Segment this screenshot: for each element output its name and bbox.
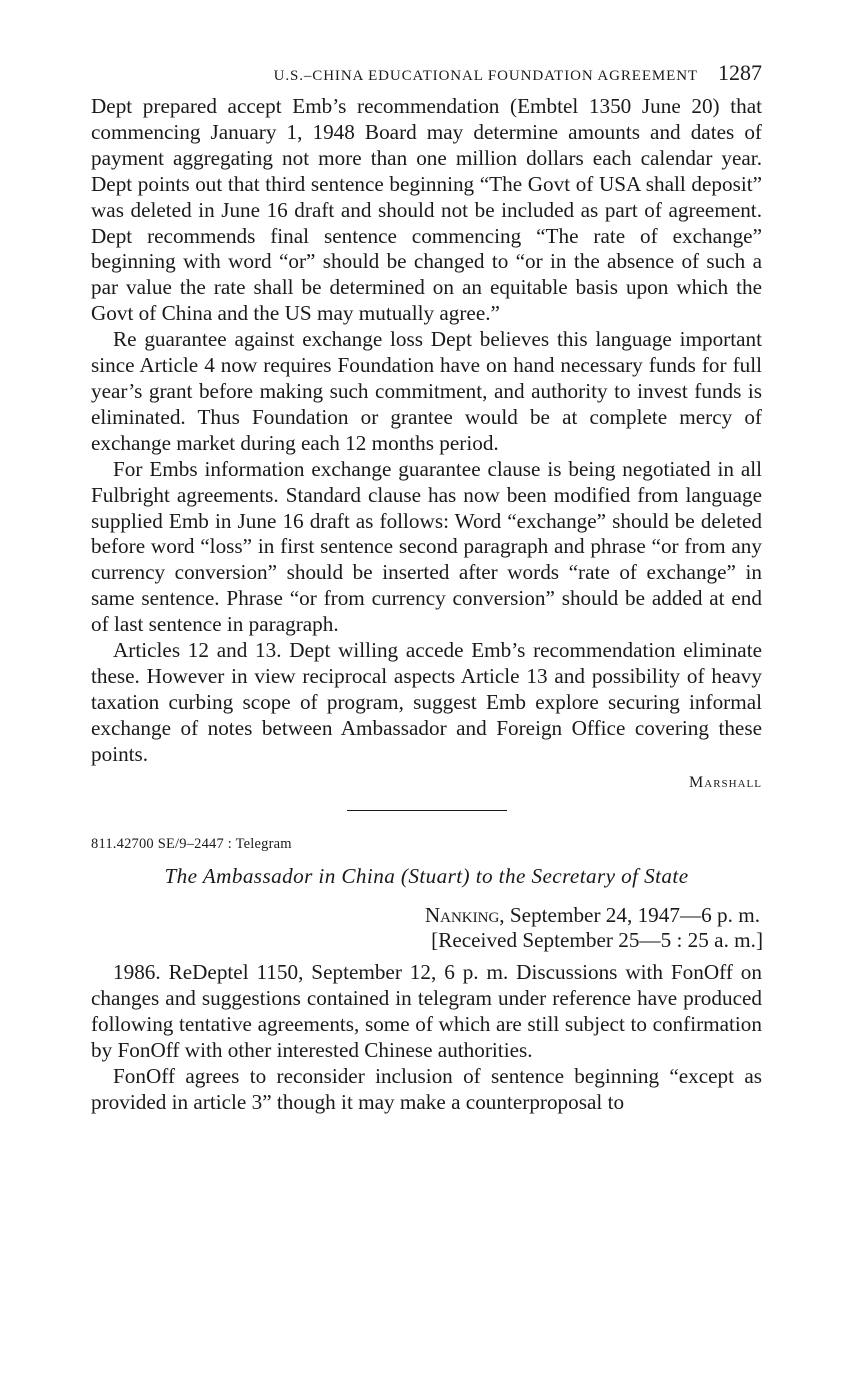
telegram-title: The Ambassador in China (Stuart) to the Secretary of State: [164, 863, 689, 888]
dateline: [91, 902, 763, 955]
signature-marshall: Marshall: [689, 773, 762, 791]
dateline-date: , September 24, 1947—6 p. m.: [499, 902, 760, 927]
page-number: 1287: [718, 60, 762, 85]
dateline-received: [Received September 25—5 : 25 a. m.]: [431, 928, 763, 953]
paragraph-1986-discussions: 1986. ReDeptel 1150, September 12, 6 p. m. Discussions with FonOff on changes and suggestions contained in telegram under reference have produced following tentative agreements, some of which are still subject to confirmation by FonOff with other interested Chinese authorities.: [91, 960, 762, 1063]
dateline-place: Nanking: [424, 902, 500, 927]
running-head-title: U.S.–CHINA EDUCATIONAL FOUNDATION AGREEMENT: [273, 68, 698, 84]
dateline-sent: [91, 903, 760, 929]
section-divider: [347, 810, 507, 811]
paragraph-exchange-guarantee: Re guarantee against exchange loss Dept believes this language important since Article 4 now requires Foundation have on hand necessary funds for full year’s grant before making such commitment, and authority to invest funds is eliminated. Thus Foundation or grantee would be at complete mercy of exchange market during each 12 months period.: [91, 327, 762, 455]
file-reference: 811.42700 SE/9–2447 : Telegram: [91, 835, 292, 852]
document-page: [91, 60, 762, 1116]
running-head: [91, 60, 762, 94]
paragraph-exchange-rate: Dept prepared accept Emb’s recommendation (Embtel 1350 June 20) that commencing January 1, 1948 Board may determine amounts and dates of payment aggregating not more than one million dollars each calendar year. Dept points out that third sentence beginning “The Govt of USA shall deposit” was deleted in June 16 draft and should not be included as part of agreement. Dept recommends final sentence commencing “The rate of exchange” beginning with word “or” should be changed to “or in the absence of such a par value the rate shall be determined on an equitable basis upon which the Govt of China and the US may mutually agree.”: [91, 94, 762, 326]
paragraph-fonoff-reconsider: FonOff agrees to reconsider inclusion of sentence beginning “except as provided in article 3” though it may make a counterproposal to: [91, 1064, 762, 1114]
paragraph-fulbright-clause: For Embs information exchange guarantee clause is being negotiated in all Fulbright agreements. Standard clause has now been modified from language supplied Emb in June 16 draft as follows: Word “exchange” should be deleted before word “loss” in first sentence second paragraph and phrase “or from any currency conversion” should be inserted after words “rate of exchange” in same sentence. Phrase “or from currency conversion” should be added at end of last sentence in paragraph.: [91, 456, 762, 637]
telegram-body: [91, 960, 762, 1115]
paragraph-articles-12-13: Articles 12 and 13. Dept willing accede Emb’s recommendation eliminate these. However in view reciprocal aspects Article 13 and possibility of heavy taxation curbing scope of program, suggest Emb explore securing informal exchange of notes between Ambassador and Foreign Office covering these points.: [91, 638, 762, 766]
